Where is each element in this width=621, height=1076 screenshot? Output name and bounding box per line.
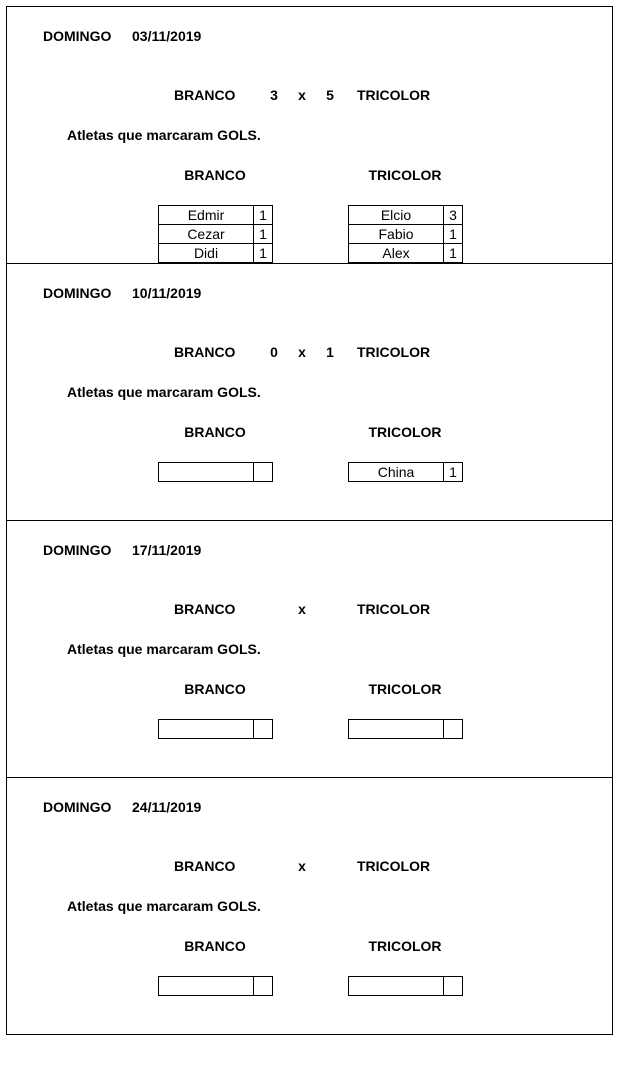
athletes-label: Atletas que marcaram GOLS. bbox=[67, 898, 261, 914]
scorer-goals: 1 bbox=[254, 244, 273, 263]
match-report-sheet bbox=[6, 6, 613, 1074]
away-scorers-table bbox=[348, 719, 463, 739]
away-scorers-title: TRICOLOR bbox=[368, 681, 442, 697]
scorer-name: Elcio bbox=[349, 206, 444, 225]
scorer-row bbox=[349, 463, 463, 482]
home-scorers-title: BRANCO bbox=[184, 167, 246, 183]
scorer-name bbox=[349, 720, 444, 739]
day-label: DOMINGO bbox=[43, 799, 112, 815]
scorer-goals: 1 bbox=[444, 244, 463, 263]
away-scorers-title: TRICOLOR bbox=[368, 424, 442, 440]
home-team-name: BRANCO bbox=[174, 87, 236, 103]
scorer-goals: 1 bbox=[254, 206, 273, 225]
away-team-name: TRICOLOR bbox=[357, 87, 431, 103]
scorer-name: Fabio bbox=[349, 225, 444, 244]
scorer-goals bbox=[254, 977, 273, 996]
match-header bbox=[43, 542, 201, 558]
scorer-row bbox=[159, 977, 273, 996]
away-goals: 1 bbox=[326, 344, 334, 360]
scorer-row bbox=[349, 977, 463, 996]
versus-sign: x bbox=[298, 87, 306, 103]
scorer-goals: 1 bbox=[444, 225, 463, 244]
scorer-name: Edmir bbox=[159, 206, 254, 225]
scorer-row bbox=[349, 225, 463, 244]
match-date: 17/11/2019 bbox=[132, 542, 202, 558]
home-scorers-title: BRANCO bbox=[184, 424, 246, 440]
away-scorers-table bbox=[348, 976, 463, 996]
scorer-goals: 1 bbox=[444, 463, 463, 482]
scorer-name: Alex bbox=[349, 244, 444, 263]
home-scorers-table bbox=[158, 719, 273, 739]
home-team-name: BRANCO bbox=[174, 858, 236, 874]
scorer-goals bbox=[254, 720, 273, 739]
versus-sign: x bbox=[298, 858, 306, 874]
day-label: DOMINGO bbox=[43, 542, 112, 558]
match-header bbox=[43, 285, 201, 301]
scorer-goals bbox=[254, 463, 273, 482]
away-team-name: TRICOLOR bbox=[357, 858, 431, 874]
match-date: 03/11/2019 bbox=[132, 28, 202, 44]
home-scorers-table bbox=[158, 462, 273, 482]
versus-sign: x bbox=[298, 601, 306, 617]
scorer-name bbox=[159, 720, 254, 739]
day-label: DOMINGO bbox=[43, 28, 112, 44]
scorer-name bbox=[349, 977, 444, 996]
match-block bbox=[6, 6, 613, 263]
home-scorers-table bbox=[158, 976, 273, 996]
athletes-label: Atletas que marcaram GOLS. bbox=[67, 384, 261, 400]
scorer-row bbox=[349, 720, 463, 739]
athletes-label: Atletas que marcaram GOLS. bbox=[67, 641, 261, 657]
home-goals: 3 bbox=[270, 87, 278, 103]
home-team-name: BRANCO bbox=[174, 601, 236, 617]
away-team-name: TRICOLOR bbox=[357, 601, 431, 617]
day-label: DOMINGO bbox=[43, 285, 112, 301]
home-scorers-table bbox=[158, 205, 273, 263]
match-block bbox=[6, 520, 613, 777]
scorer-row bbox=[349, 244, 463, 263]
scorer-row bbox=[159, 244, 273, 263]
home-scorers-title: BRANCO bbox=[184, 681, 246, 697]
away-scorers-table bbox=[348, 205, 463, 263]
home-goals: 0 bbox=[270, 344, 278, 360]
scorer-name: Didi bbox=[159, 244, 254, 263]
match-date: 10/11/2019 bbox=[132, 285, 202, 301]
scorer-name: China bbox=[349, 463, 444, 482]
scorer-name bbox=[159, 463, 254, 482]
athletes-label: Atletas que marcaram GOLS. bbox=[67, 127, 261, 143]
away-scorers-table bbox=[348, 462, 463, 482]
scorer-goals: 1 bbox=[254, 225, 273, 244]
scorer-goals bbox=[444, 720, 463, 739]
away-scorers-title: TRICOLOR bbox=[368, 167, 442, 183]
scorer-row bbox=[159, 463, 273, 482]
away-goals: 5 bbox=[326, 87, 334, 103]
match-header bbox=[43, 799, 201, 815]
match-header bbox=[43, 28, 201, 44]
scorer-row bbox=[159, 206, 273, 225]
away-team-name: TRICOLOR bbox=[357, 344, 431, 360]
home-team-name: BRANCO bbox=[174, 344, 236, 360]
match-date: 24/11/2019 bbox=[132, 799, 202, 815]
away-scorers-title: TRICOLOR bbox=[368, 938, 442, 954]
scorer-row bbox=[349, 206, 463, 225]
scorer-name bbox=[159, 977, 254, 996]
scorer-goals: 3 bbox=[444, 206, 463, 225]
home-scorers-title: BRANCO bbox=[184, 938, 246, 954]
versus-sign: x bbox=[298, 344, 306, 360]
scorer-row bbox=[159, 225, 273, 244]
scorer-goals bbox=[444, 977, 463, 996]
match-block bbox=[6, 263, 613, 520]
scorer-row bbox=[159, 720, 273, 739]
match-block bbox=[6, 777, 613, 1035]
scorer-name: Cezar bbox=[159, 225, 254, 244]
